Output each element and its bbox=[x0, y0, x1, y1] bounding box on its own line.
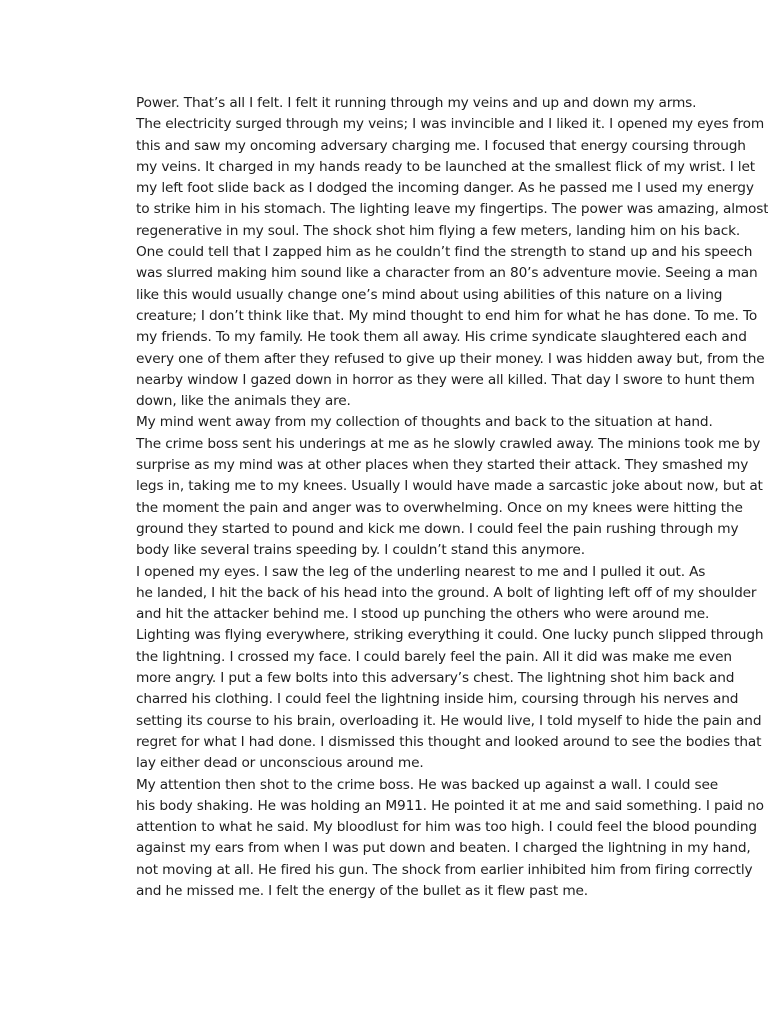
text-line: I opened my eyes. I saw the leg of the underling nearest to me and I pulled it out. As bbox=[136, 563, 706, 580]
text-line: like this would usually change one’s mind about using abilities of this nature on a living bbox=[136, 286, 723, 303]
text-line: ground they started to pound and kick me down. I could feel the pain rushing through my bbox=[136, 520, 739, 537]
text-line: body like several trains speeding by. I couldn’t stand this anymore. bbox=[136, 542, 585, 559]
text-line: My mind went away from my collection of thoughts and back to the situation at hand. bbox=[136, 414, 713, 431]
text-line: legs in, taking me to my knees. Usually I would have made a sarcastic joke about now, but at bbox=[136, 478, 763, 495]
text-line: not moving at all. He fired his gun. The shock from earlier inhibited him from firing correctly bbox=[136, 861, 753, 878]
text-line: regret for what I had done. I dismissed this thought and looked around to see the bodies that bbox=[136, 733, 762, 750]
text-line: Power. That’s all I felt. I felt it running through my veins and up and down my arms. bbox=[136, 95, 697, 111]
story-text bbox=[88, 93, 768, 902]
text-line: against my ears from when I was put down and beaten. I charged the lightning in my hand, bbox=[136, 840, 751, 857]
text-line: One could tell that I zapped him as he couldn’t find the strength to stand up and his speech bbox=[136, 244, 753, 261]
text-line: the moment the pain and anger was to overwhelming. Once on my knees were hitting the bbox=[136, 499, 743, 516]
text-line: to strike him in his stomach. The lighting leave my fingertips. The power was amazing, almost bbox=[136, 201, 768, 218]
text-line: this and saw my oncoming adversary charging me. I focused that energy coursing through bbox=[136, 137, 746, 154]
text-line: lay either dead or unconscious around me. bbox=[136, 755, 424, 772]
text-line: his body shaking. He was holding an M911. He pointed it at me and said something. I paid no bbox=[136, 797, 764, 814]
text-line: The crime boss sent his underings at me as he slowly crawled away. The minions took me by bbox=[136, 435, 761, 452]
text-line: my veins. It charged in my hands ready to be launched at the smallest flick of my wrist. I let bbox=[136, 158, 755, 175]
text-line: was slurred making him sound like a character from an 80’s adventure movie. Seeing a man bbox=[136, 265, 758, 282]
paragraph-1 bbox=[88, 93, 768, 412]
text-line: regenerative in my soul. The shock shot him flying a few meters, landing him on his back. bbox=[136, 222, 741, 239]
text-line: My attention then shot to the crime boss. He was backed up against a wall. I could see bbox=[136, 776, 719, 793]
text-line: and he missed me. I felt the energy of the bullet as it flew past me. bbox=[136, 882, 588, 899]
text-line: more angry. I put a few bolts into this adversary’s chest. The lightning shot him back and bbox=[136, 670, 735, 687]
text-line: attention to what he said. My bloodlust for him was too high. I could feel the blood pounding bbox=[136, 819, 757, 836]
text-line: charred his clothing. I could feel the lightning inside him, coursing through his nerves and bbox=[136, 691, 739, 708]
text-line: setting its course to his brain, overloading it. He would live, I told myself to hide the pain and bbox=[136, 712, 762, 729]
text-line: nearby window I gazed down in horror as they were all killed. That day I swore to hunt them bbox=[136, 371, 755, 388]
text-line: every one of them after they refused to give up their money. I was hidden away but, from the bbox=[136, 350, 765, 367]
text-line: down, like the animals they are. bbox=[136, 393, 351, 410]
paragraph-3 bbox=[88, 562, 764, 775]
text-line: he landed, I hit the back of his head into the ground. A bolt of lighting left off of my shoulder bbox=[136, 584, 757, 601]
text-line: surprise as my mind was at other places when they started their attack. They smashed my bbox=[136, 457, 749, 474]
text-line: and hit the attacker behind me. I stood up punching the others who were around me. bbox=[136, 606, 710, 623]
text-line: The electricity surged through my veins; I was invincible and I liked it. I opened my eyes from bbox=[136, 116, 765, 133]
text-line: my left foot slide back as I dodged the incoming danger. As he passed me I used my energy bbox=[136, 180, 754, 197]
text-line: the lightning. I crossed my face. I could barely feel the pain. All it did was make me even bbox=[136, 648, 732, 665]
paragraph-2 bbox=[88, 412, 763, 561]
text-line: Lighting was flying everywhere, striking everything it could. One lucky punch slipped through bbox=[136, 627, 764, 644]
text-line: my friends. To my family. He took them all away. His crime syndicate slaughtered each and bbox=[136, 329, 747, 346]
paragraph-4 bbox=[88, 775, 764, 903]
text-line: creature; I don’t think like that. My mind thought to end him for what he has done. To me. To bbox=[136, 307, 758, 324]
